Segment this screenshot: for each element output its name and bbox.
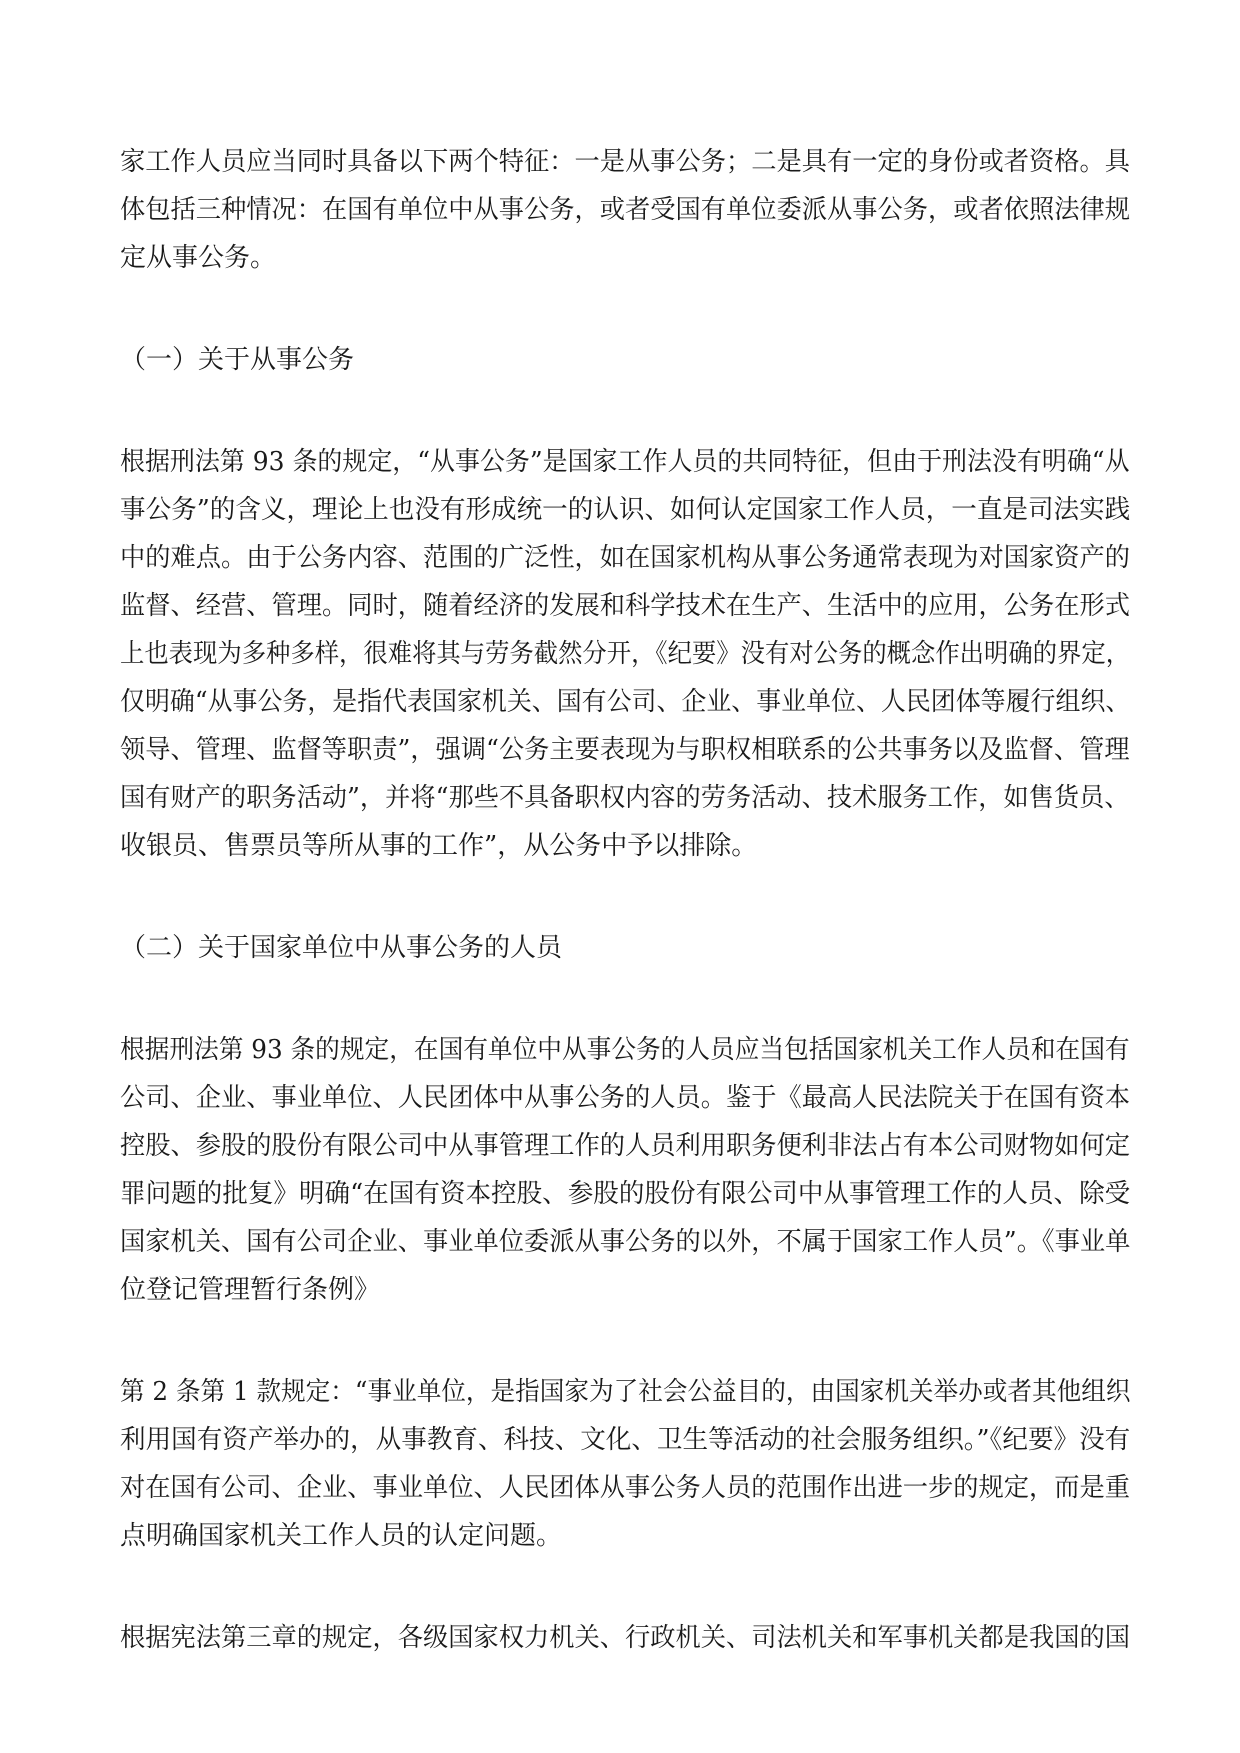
section-heading: （一）关于从事公务 bbox=[120, 345, 355, 375]
text-line: 仅明确“从事公务，是指代表国家机关、国有公司、企业、事业单位、人民团体等履行组织、 bbox=[120, 687, 1131, 717]
text-line: 国有财产的职务活动”，并将“那些不具备职权内容的劳务活动、技术服务工作，如售货员、 bbox=[120, 783, 1130, 813]
text-line: 点明确国家机关工作人员的认定问题。 bbox=[120, 1521, 563, 1551]
text-line: 第 2 条第 1 款规定：“事业单位，是指国家为了社会公益目的，由国家机关举办或者其他组织 bbox=[120, 1377, 1131, 1407]
text-line: 中的难点。由于公务内容、范围的广泛性，如在国家机构从事公务通常表现为对国家资产的 bbox=[120, 543, 1131, 573]
text-line: 对在国有公司、企业、事业单位、人民团体从事公务人员的范围作出进一步的规定，而是重 bbox=[120, 1473, 1131, 1503]
text-line: 根据刑法第 93 条的规定，在国有单位中从事公务的人员应当包括国家机关工作人员和在国有 bbox=[120, 1035, 1130, 1065]
text-line: 控股、参股的股份有限公司中从事管理工作的人员利用职务便利非法占有本公司财物如何定 bbox=[120, 1131, 1131, 1161]
text-line: 定从事公务。 bbox=[120, 243, 277, 273]
text-line: 体包括三种情况：在国有单位中从事公务，或者受国有单位委派从事公务，或者依照法律规 bbox=[120, 195, 1131, 225]
section-heading: （二）关于国家单位中从事公务的人员 bbox=[120, 933, 563, 963]
text-line: 公司、企业、事业单位、人民团体中从事公务的人员。鉴于《最高人民法院关于在国有资本 bbox=[120, 1083, 1131, 1113]
text-line: 领导、管理、监督等职责”，强调“公务主要表现为与职权相联系的公共事务以及监督、管理 bbox=[120, 735, 1130, 765]
text-line: 根据宪法第三章的规定，各级国家权力机关、行政机关、司法机关和军事机关都是我国的国 bbox=[120, 1623, 1131, 1653]
text-line: 上也表现为多种多样，很难将其与劳务截然分开，《纪要》没有对公务的概念作出明确的界定， bbox=[120, 639, 1131, 669]
text-line: 收银员、售票员等所从事的工作”，从公务中予以排除。 bbox=[120, 831, 758, 861]
text-line: 根据刑法第 93 条的规定，“从事公务”是国家工作人员的共同特征，但由于刑法没有明确“从 bbox=[120, 447, 1130, 477]
text-line: 罪问题的批复》明确“在国有资本控股、参股的股份有限公司中从事管理工作的人员、除受 bbox=[120, 1179, 1131, 1209]
text-line: 家工作人员应当同时具备以下两个特征：一是从事公务；二是具有一定的身份或者资格。具 bbox=[120, 147, 1131, 177]
text-line: 国家机关、国有公司企业、事业单位委派从事公务的以外，不属于国家工作人员”。《事业单 bbox=[120, 1227, 1131, 1257]
text-line: 事公务”的含义，理论上也没有形成统一的认识、如何认定国家工作人员，一直是司法实践 bbox=[120, 495, 1131, 525]
text-line: 利用国有资产举办的，从事教育、科技、文化、卫生等活动的社会服务组织。”《纪要》没有 bbox=[120, 1425, 1131, 1455]
text-line: 监督、经营、管理。同时，随着经济的发展和科学技术在生产、生活中的应用，公务在形式 bbox=[120, 591, 1131, 621]
text-line: 位登记管理暂行条例》 bbox=[120, 1275, 381, 1305]
